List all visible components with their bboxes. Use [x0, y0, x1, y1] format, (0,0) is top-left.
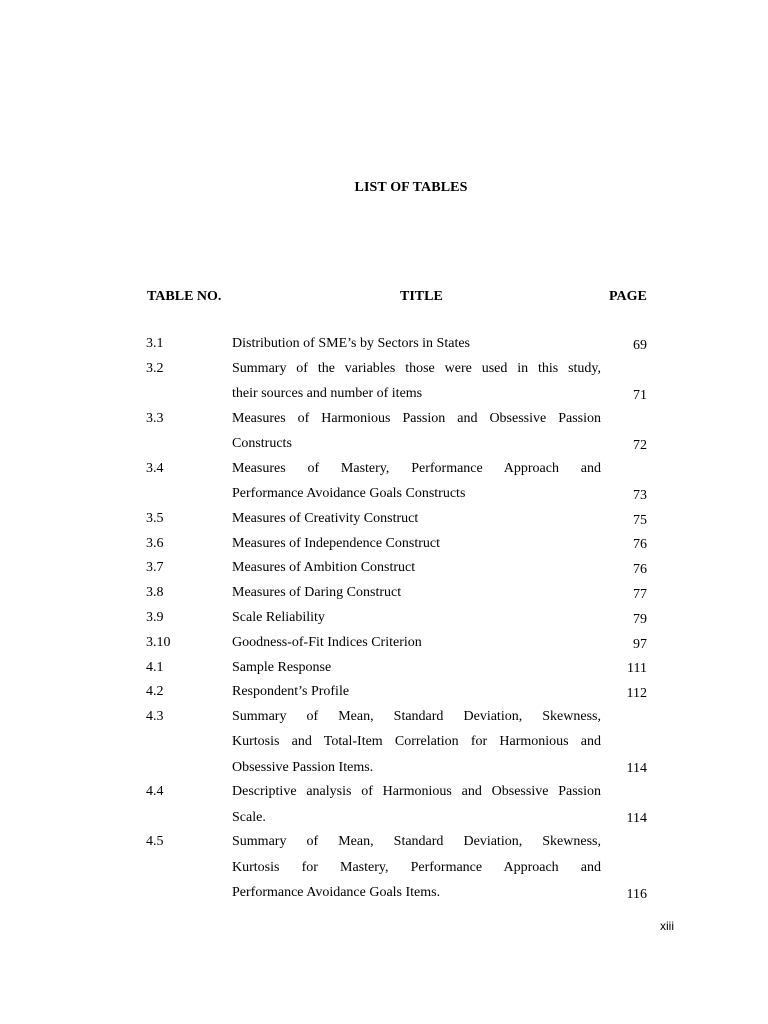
- table-title-line: Obsessive Passion Items.: [232, 759, 374, 775]
- table-title-line: Scale.: [232, 809, 266, 825]
- table-number: 4.1: [146, 659, 164, 675]
- table-title-line: Summary of Mean, Standard Deviation, Skewness,: [232, 834, 601, 850]
- table-title-line: Sample Response: [232, 659, 332, 675]
- list-item: [0, 357, 768, 407]
- page-number: xiii: [660, 919, 674, 933]
- table-number: 4.5: [146, 834, 164, 850]
- list-item: [0, 606, 768, 631]
- page-ref: 71: [633, 387, 647, 403]
- header-table-no: TABLE NO.: [147, 289, 222, 304]
- table-title: [232, 779, 601, 829]
- page-ref: 69: [633, 337, 647, 353]
- list-item: [0, 532, 768, 557]
- table-title: [232, 829, 601, 905]
- page-ref: 77: [633, 586, 647, 602]
- table-title-line: Measures of Daring Construct: [232, 585, 402, 601]
- table-title: [232, 704, 601, 780]
- page-ref: 72: [633, 437, 647, 453]
- table-number: 3.3: [146, 410, 164, 426]
- table-title: [232, 605, 601, 630]
- page-ref: 116: [626, 886, 647, 902]
- table-title-line: Summary of the variables those were used in this study,: [232, 360, 601, 376]
- page-title: LIST OF TABLES: [354, 180, 468, 195]
- table-number: 4.2: [146, 684, 164, 700]
- table-title-line: Constructs: [232, 436, 292, 451]
- table-number: 3.4: [146, 460, 164, 476]
- table-title: [232, 356, 601, 406]
- header-title: TITLE: [400, 289, 443, 304]
- page-ref: 97: [633, 636, 647, 652]
- table-title-line: Distribution of SME’s by Sectors in States: [232, 336, 470, 351]
- page-ref: 76: [633, 562, 647, 578]
- table-title: [232, 406, 601, 456]
- table-title: [232, 679, 601, 704]
- table-title: [232, 630, 601, 655]
- page-ref: 114: [626, 811, 647, 827]
- table-title-line: Descriptive analysis of Harmonious and Obsessive Passion: [232, 784, 601, 800]
- table-title-line: Respondent’s Profile: [232, 684, 350, 700]
- table-title: [232, 456, 601, 506]
- list-item: [0, 407, 768, 457]
- table-title-line: Summary of Mean, Standard Deviation, Skewness,: [232, 709, 601, 725]
- table-title: [232, 655, 601, 680]
- page-ref: 75: [633, 512, 647, 528]
- list-item: [0, 581, 768, 606]
- table-title-line: their sources and number of items: [232, 386, 423, 401]
- table-list: [0, 332, 768, 906]
- column-headers: [0, 289, 768, 309]
- table-number: 3.1: [146, 336, 164, 351]
- table-title-line: Measures of Independence Construct: [232, 535, 440, 551]
- table-number: 4.3: [146, 709, 164, 725]
- table-number: 3.8: [146, 585, 164, 601]
- page-ref: 112: [626, 686, 647, 702]
- table-title: [232, 331, 601, 356]
- page-ref: 79: [633, 611, 647, 627]
- table-number: 3.6: [146, 535, 164, 551]
- table-title-line: Scale Reliability: [232, 609, 325, 625]
- list-item: [0, 830, 768, 905]
- table-title-line: Measures of Mastery, Performance Approach and: [232, 460, 601, 476]
- table-title-line: Performance Avoidance Goals Items.: [232, 884, 441, 900]
- table-number: 3.2: [146, 360, 164, 376]
- list-item: [0, 457, 768, 507]
- page-ref: 73: [633, 487, 647, 503]
- table-title: [232, 580, 601, 605]
- page-ref: 114: [626, 761, 647, 777]
- header-page: PAGE: [609, 289, 647, 304]
- table-number: 3.7: [146, 560, 164, 576]
- page-ref: 111: [627, 661, 647, 677]
- table-title-line: Kurtosis and Total-Item Correlation for Harmonious and: [232, 734, 601, 750]
- table-number: 4.4: [146, 784, 164, 800]
- list-item: [0, 556, 768, 581]
- table-number: 3.9: [146, 609, 164, 625]
- table-title-line: Kurtosis for Mastery, Performance Approach and: [232, 859, 601, 875]
- table-title-line: Goodness-of-Fit Indices Criterion: [232, 634, 422, 650]
- table-title-line: Measures of Harmonious Passion and Obsessive Passion: [232, 410, 601, 426]
- list-item: [0, 780, 768, 830]
- list-item: [0, 507, 768, 532]
- list-item: [0, 656, 768, 681]
- list-item: [0, 705, 768, 780]
- table-number: 3.5: [146, 510, 164, 526]
- table-title-line: Measures of Creativity Construct: [232, 510, 419, 526]
- list-item: [0, 631, 768, 656]
- table-title-line: Measures of Ambition Construct: [232, 560, 416, 576]
- table-title: [232, 555, 601, 580]
- list-item: [0, 680, 768, 705]
- page-ref: 76: [633, 537, 647, 553]
- table-number: 3.10: [146, 634, 171, 650]
- table-title: [232, 531, 601, 556]
- list-item: [0, 332, 768, 357]
- table-title-line: Performance Avoidance Goals Constructs: [232, 486, 466, 501]
- table-title: [232, 506, 601, 531]
